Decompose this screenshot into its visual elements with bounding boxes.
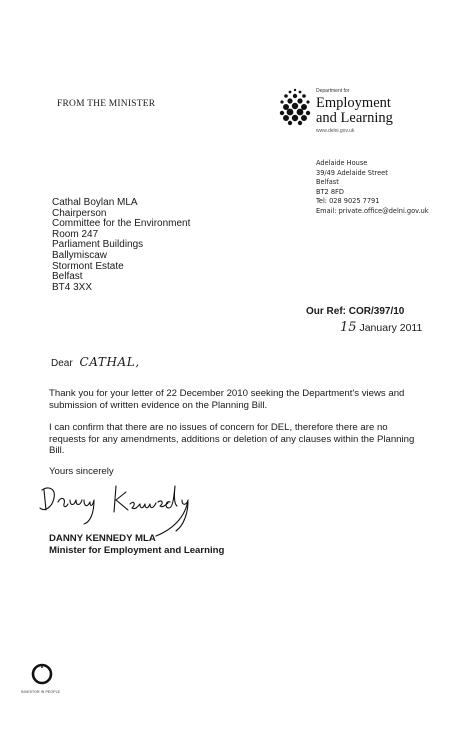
department-logo-icon (278, 86, 312, 126)
address-phone: Tel: 028 9025 7791 (316, 197, 380, 205)
reference-number: Our Ref: COR/397/10 (306, 306, 405, 317)
body-paragraph: Thank you for your letter of 22 December 2010 seeking the Department's views and submission of written evidence on the Planning Bill. (49, 388, 405, 411)
date-month-year: January 2011 (359, 322, 423, 334)
handwritten-signature-icon (36, 478, 206, 538)
recipient-line: Ballymiscaw (52, 249, 108, 261)
recipient-line: Stormont Estate (52, 260, 124, 272)
address-line: BT2 8FD (316, 187, 344, 196)
dept-name (316, 96, 393, 126)
recipient-line: Cathal Boylan MLA (52, 197, 138, 208)
dept-name-line2: and Learning (316, 110, 393, 126)
recipient-line: BT4 3XX (52, 281, 93, 293)
address-email: Email: private.office@delni.gov.uk (316, 206, 429, 215)
investor-in-people-logo-icon (30, 662, 54, 690)
sender-address (316, 159, 429, 216)
body-paragraph: I can confirm that there are no issues of concern for DEL, therefore there are no requests for any amendments, additions or deletion of any clauses within the Planning Bill. (49, 422, 415, 457)
recipient-line: Belfast (52, 271, 83, 283)
recipient-line: Committee for the Environment (52, 218, 191, 230)
address-line: 39/49 Adelaide Street (316, 168, 388, 177)
recipient-line: Parliament Buildings (52, 239, 144, 251)
dept-label-small: Department for (316, 88, 350, 94)
signatory-title: Minister for Employment and Learning (49, 545, 225, 556)
closing: Yours sincerely (49, 466, 114, 477)
address-line: Belfast (316, 178, 339, 186)
salutation (51, 355, 140, 369)
salutation-name-handwritten: CATHAL, (79, 355, 140, 369)
dept-name-line1: Employment (316, 95, 391, 111)
date-day-handwritten: 15 (340, 320, 357, 335)
footer-caption: INVESTOR IN PEOPLE (21, 690, 61, 694)
salutation-dear: Dear (51, 358, 73, 369)
recipient-line: Room 247 (52, 228, 99, 240)
signatory-name: DANNY KENNEDY MLA (49, 533, 156, 544)
letter-date (340, 320, 422, 335)
address-line: Adelaide House (316, 159, 368, 167)
from-minister-heading: FROM THE MINISTER (57, 99, 156, 109)
recipient-line: Chairperson (52, 207, 107, 219)
dept-url: www.delni.gov.uk (316, 128, 355, 134)
recipient-address (52, 198, 190, 293)
